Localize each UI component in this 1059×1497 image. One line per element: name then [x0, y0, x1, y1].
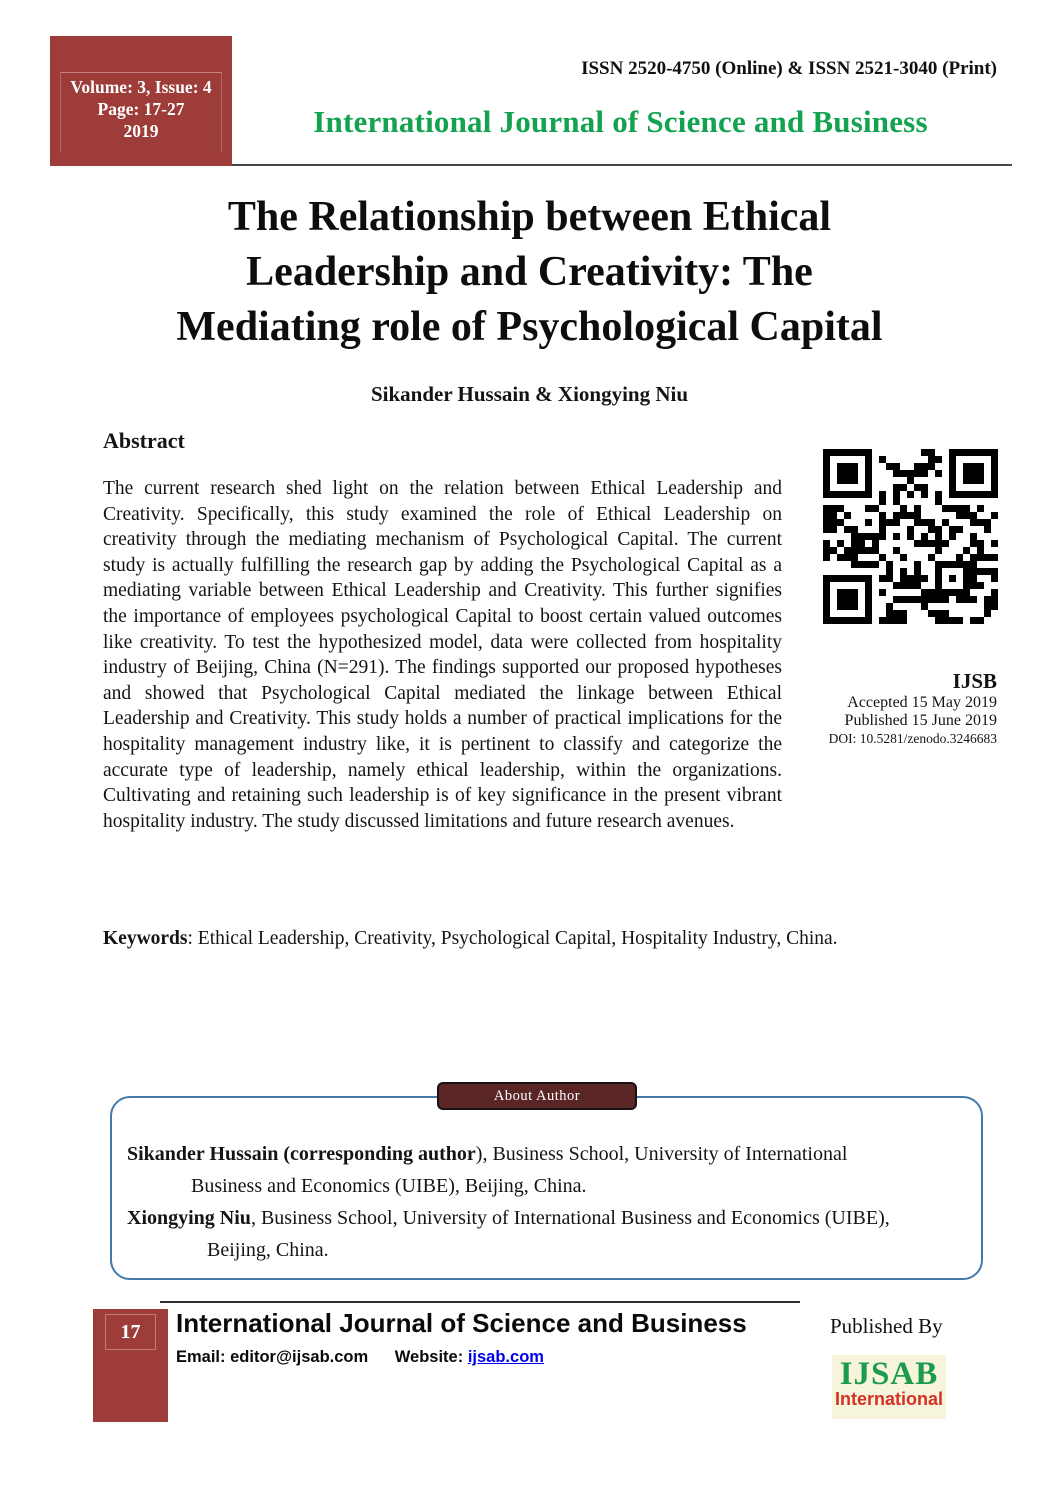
paper-title	[55, 190, 1004, 355]
author1-line1	[127, 1138, 961, 1170]
footer-contact-line	[176, 1348, 544, 1367]
paper-title-line3: Mediating role of Psychological Capital	[176, 304, 883, 350]
author1-name: Sikander Hussain (corresponding author	[127, 1143, 476, 1165]
keywords-text: : Ethical Leadership, Creativity, Psychological Capital, Hospitality Industry, China.	[187, 928, 838, 949]
email-value: editor@ijsab.com	[230, 1348, 369, 1366]
header-divider	[232, 164, 1012, 166]
email-label: Email:	[176, 1348, 226, 1366]
footer-divider	[160, 1301, 800, 1303]
about-author-badge: About Author	[437, 1082, 637, 1110]
abstract-text: The current research shed light on the relation between Ethical Leadership and Creativity. Specifically, this study examined the role of Ethical Leadership on creativity through the mediating mechanism of Psychological Capital. The current study is actually fulfilling the research gap by adding the Psychological Capital as a mediating variable between Ethical Leadership and Creativity. This further signifies the importance of employees psychological Capital to boost certain valued outcomes like creativity. To test the hypothesized model, data were collected from hospitality industry of Beijing, China (N=291). The findings supported our proposed hypotheses and showed that Psychological Capital mediated the linkage between Ethical Leadership and Creativity. This study holds a number of practical implications for the hospitality management industry like, it is pertinent to classify and categorize the accurate type of leadership, namely ethical leadership, within the organizations. Cultivating and retaining such leadership is of key significance in the present vibrant hospitality industry. The study discussed limitations and future research avenues.	[103, 478, 782, 832]
abstract-heading: Abstract	[103, 428, 185, 453]
article-meta	[829, 668, 997, 748]
published-date: Published 15 June 2019	[844, 712, 997, 729]
journal-abbr: IJSB	[952, 669, 997, 693]
ijsab-logo-text: IJSAB	[839, 1356, 939, 1392]
author2-affiliation: , Business School, University of International Business and Economics (UIBE),	[250, 1207, 890, 1229]
volume-issue-text	[60, 72, 222, 152]
footer-journal-title: International Journal of Science and Business	[176, 1308, 747, 1338]
author2-line1	[127, 1202, 961, 1234]
paper-title-line2: Leadership and Creativity: The	[246, 249, 813, 295]
website-link[interactable]: ijsab.com	[467, 1348, 544, 1366]
ijsab-logo-subtext: International	[834, 1389, 943, 1409]
author1-line2: Business and Economics (UIBE), Beijing, China.	[191, 1175, 587, 1197]
volume-issue-box	[50, 36, 232, 166]
volume-line: Volume: 3, Issue: 4	[70, 77, 212, 97]
authors-line: Sikander Hussain & Xiongying Niu	[370, 382, 689, 406]
about-author-box	[110, 1096, 983, 1280]
paper-title-line1: The Relationship between Ethical	[227, 194, 832, 240]
published-by-label: Published By	[830, 1314, 943, 1338]
qr-code-icon	[823, 449, 998, 624]
about-author-content	[112, 1098, 981, 1266]
page-number: 17	[105, 1314, 156, 1350]
website-label: Website:	[394, 1348, 464, 1366]
ijsab-logo	[832, 1355, 946, 1419]
author2-name: Xiongying Niu	[127, 1207, 251, 1229]
issn-line: ISSN 2520-4750 (Online) & ISSN 2521-3040 (Print)	[581, 58, 997, 79]
author1-affiliation: ), Business School, University of International	[475, 1143, 848, 1165]
keywords-label: Keywords	[103, 928, 188, 949]
journal-title: International Journal of Science and Business	[313, 104, 928, 139]
year-line: 2019	[123, 121, 159, 141]
page-number-box	[93, 1309, 168, 1422]
doi-line: DOI: 10.5281/zenodo.3246683	[828, 731, 997, 746]
page-range-line: Page: 17-27	[97, 99, 185, 119]
accepted-date: Accepted 15 May 2019	[847, 694, 997, 711]
author2-line2: Beijing, China.	[207, 1239, 329, 1261]
keywords-line	[103, 928, 1001, 950]
